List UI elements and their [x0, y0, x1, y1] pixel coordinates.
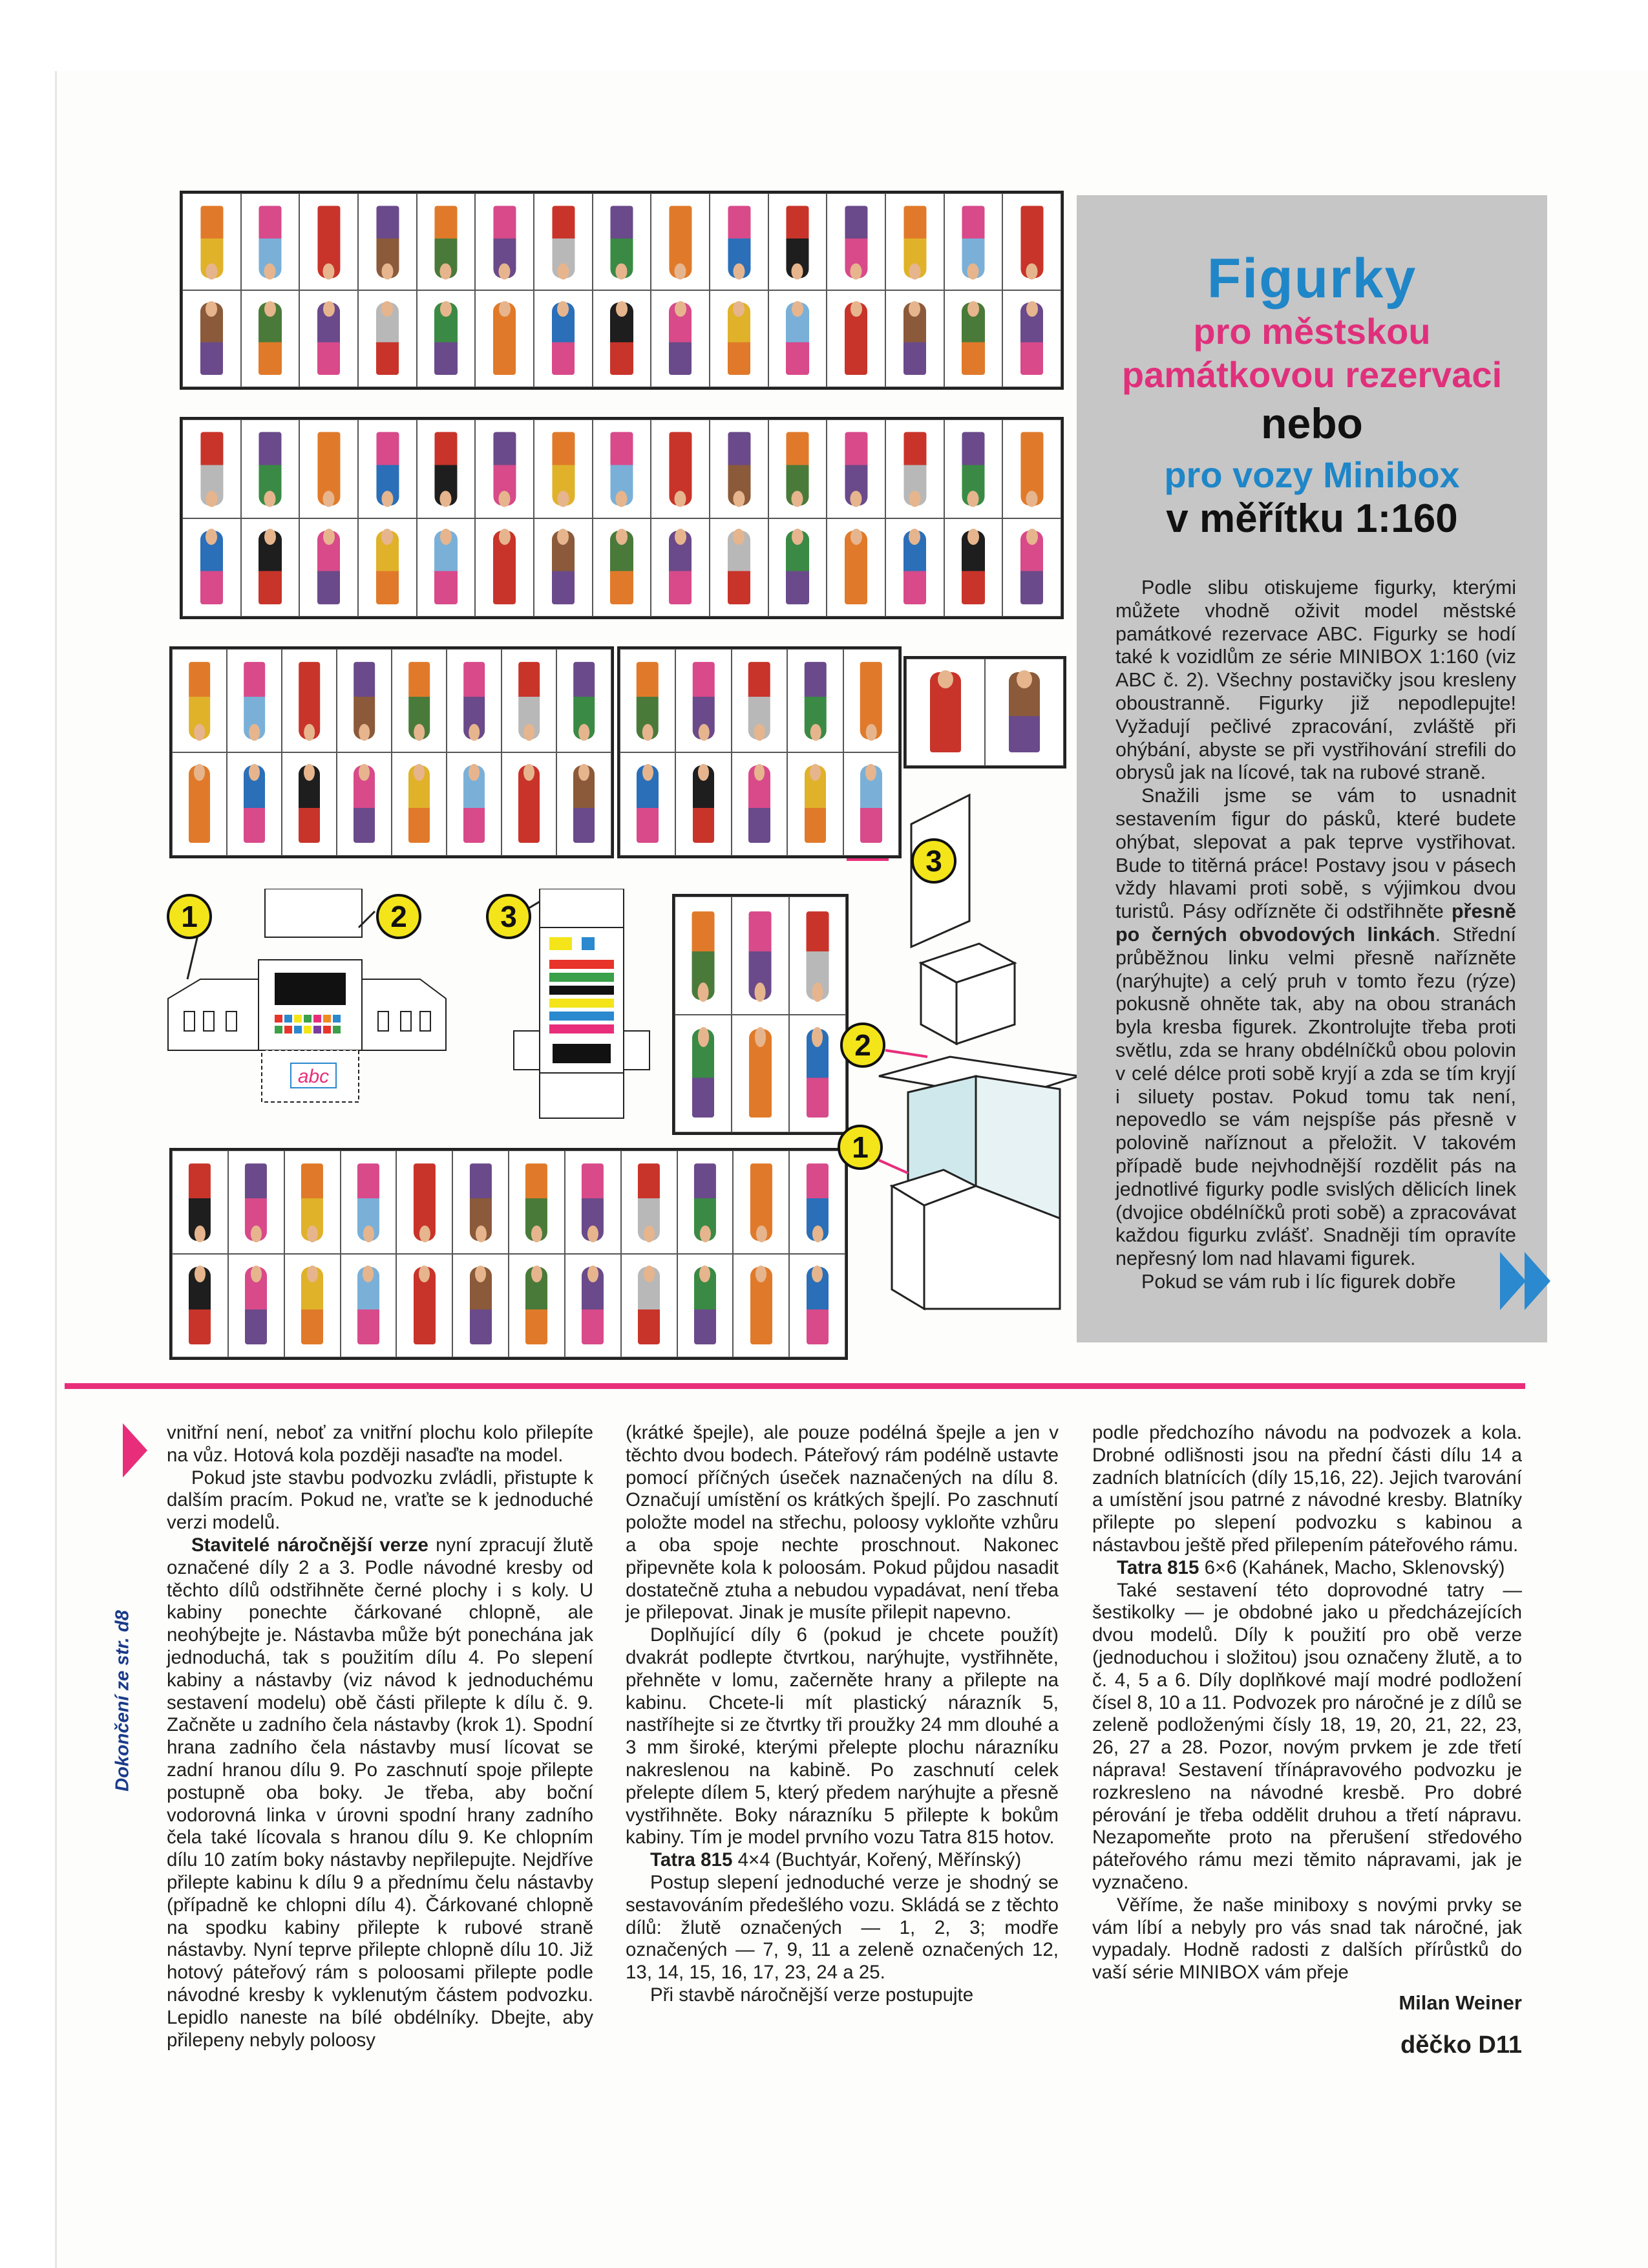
figure-cell: [337, 752, 392, 856]
figure-cell: [299, 419, 358, 518]
figure-cell: [182, 518, 241, 617]
person-figure-icon: [408, 765, 430, 843]
person-figure-icon: [748, 662, 770, 739]
page-number: děčko D11: [1400, 2031, 1522, 2059]
figure-cell: [341, 1150, 397, 1254]
title-line-3: památkovou rezervaci: [1121, 354, 1503, 395]
figure-cell: [172, 1254, 228, 1357]
figure-cell: [172, 1150, 228, 1254]
person-figure-icon: [610, 531, 633, 604]
section-divider: [65, 1383, 1525, 1389]
person-figure-icon: [414, 1163, 436, 1241]
person-figure-icon: [962, 531, 984, 604]
figure-cell: [677, 1254, 734, 1357]
person-figure-icon: [244, 662, 265, 739]
person-figure-icon: [259, 432, 281, 505]
figure-cell: [241, 419, 300, 518]
figure-cell: [1002, 518, 1061, 617]
figure-cell: [358, 419, 417, 518]
figure-cell: [885, 419, 944, 518]
person-figure-icon: [493, 206, 516, 278]
figure-cell: [651, 290, 710, 387]
figure-cell: [651, 518, 710, 617]
person-figure-icon: [376, 432, 399, 505]
person-figure-icon: [434, 206, 457, 278]
person-figure-icon: [749, 911, 772, 1000]
person-figure-icon: [518, 662, 540, 739]
person-figure-icon: [189, 1163, 211, 1241]
figure-cell: [768, 193, 827, 290]
col2-paragraph: Postup slepení jednoduché verze je shodný se sestavováním předešlého vozu. Skládá se z těchto dílů: žlutě označených — 1, 2, 3; modře označených — 7, 9, 11 a zeleně označených 12, 13, 14, 15, 16, 17, 23, 24 a 25.: [626, 1871, 1059, 1984]
figure-cell: [417, 290, 476, 387]
person-figure-icon: [200, 432, 223, 505]
person-figure-icon: [610, 206, 633, 278]
person-figure-icon: [434, 531, 457, 604]
person-figure-icon: [728, 432, 750, 505]
person-figure-icon: [434, 432, 457, 505]
figure-cell: [502, 649, 556, 752]
figure-cell: [768, 290, 827, 387]
continued-from-note: Dokončení ze str. d8: [112, 1610, 133, 1792]
person-figure-icon: [1020, 302, 1043, 375]
person-figure-icon: [259, 531, 281, 604]
person-figure-icon: [903, 432, 926, 505]
person-figure-icon: [1020, 206, 1043, 278]
person-figure-icon: [573, 765, 595, 843]
figure-cell: [417, 419, 476, 518]
person-figure-icon: [693, 662, 715, 739]
figure-cell: [172, 649, 227, 752]
person-figure-icon: [1020, 432, 1043, 505]
person-figure-icon: [728, 302, 750, 375]
title-box: [1077, 195, 1547, 1342]
figure-cell: [620, 649, 675, 752]
figure-cell: [1002, 419, 1061, 518]
figure-cell: [556, 649, 611, 752]
person-figure-icon: [845, 206, 867, 278]
figure-cell: [475, 193, 534, 290]
person-figure-icon: [582, 1163, 604, 1241]
person-figure-icon: [694, 1163, 716, 1241]
title-main: Figurky: [1207, 248, 1417, 310]
person-figure-icon: [200, 302, 223, 375]
text-column-2: [626, 1422, 1059, 2007]
person-figure-icon: [903, 302, 926, 375]
figure-cell: [675, 649, 731, 752]
figure-cell: [768, 419, 827, 518]
person-figure-icon: [200, 531, 223, 604]
figure-cell: [227, 752, 282, 856]
figure-cell: [675, 752, 731, 856]
person-figure-icon: [728, 206, 750, 278]
box-assembly-diagram: [847, 792, 1105, 1328]
figure-cell: [299, 518, 358, 617]
person-figure-icon: [786, 302, 808, 375]
figure-cell: [182, 290, 241, 387]
person-figure-icon: [610, 302, 633, 375]
figure-cell: [944, 193, 1003, 290]
col3-paragraph: podle předchozího návodu na podvozek a kola. Drobné odlišnosti jsou na přední části dílu 14 a zadních blatnících (díly 15,16, 22). Jejich tvarování a umístění jsou patrné z návodné kresby. Blatníky přilepte po slepení podvozku s kabinou a nástavbou ještě před přilepením páteřového rámu.: [1092, 1422, 1522, 1556]
figure-cell: [241, 290, 300, 387]
figure-cell: [621, 1150, 677, 1254]
person-figure-icon: [493, 531, 516, 604]
figure-cell: [1002, 290, 1061, 387]
figure-cell: [593, 290, 651, 387]
part-number-badge-3: 3: [911, 838, 956, 884]
author-name: Milan Weiner: [1399, 1991, 1522, 2014]
text-column-3: [1092, 1422, 1522, 2057]
person-figure-icon: [786, 206, 808, 278]
person-figure-icon: [669, 531, 692, 604]
figure-cell: [675, 1015, 732, 1133]
figure-cell: [885, 290, 944, 387]
abc-logo: abc: [297, 1066, 330, 1087]
figure-cell: [843, 649, 899, 752]
person-figure-icon: [1009, 672, 1040, 753]
figure-cell: [556, 752, 611, 856]
person-figure-icon: [750, 1267, 772, 1344]
person-figure-icon: [463, 765, 485, 843]
title-line-2: pro městskou: [1193, 311, 1431, 352]
person-figure-icon: [582, 1267, 604, 1344]
person-figure-icon: [638, 1267, 660, 1344]
person-figure-icon: [259, 302, 281, 375]
figure-cell: [396, 1254, 452, 1357]
person-figure-icon: [637, 662, 659, 739]
person-figure-icon: [357, 1163, 379, 1241]
figure-cell: [985, 659, 1064, 766]
figure-cell: [827, 193, 885, 290]
title-line-6: v měřítku 1:160: [1166, 496, 1458, 541]
person-figure-icon: [189, 662, 210, 739]
col1-paragraph: Stavitelé náročnější verze nyní zpracují žlutě označené díly 2 a 3. Podle návodné kresby od těchto dílů odstřihněte černé plochy i s koly. U kabiny ponechte čárkované chlopně, ale neohýbejte je. Nástavba může být ponechána jak jednoduchá, tak s použitím dílu 4. Po slepení kabiny a nástavby (viz návod k jednoduchému sestavení modelu) obě části přilepte k dílu č. 9. Začněte u zadního čela nástavby (krok 1). Spodní hrana zadního čela nástavby musí lícovat se zadní hranou dílu 9. Po zaschnutí spoje přilepte postupně oba boky. Je třeba, aby boční vodorovná linka v úrovni spodní hrany zadního čela také lícovala s hranou dílu 9. Ke chlopním dílu 10 zatím boky nástavby nepřilepujte. Nejdříve přilepte kabinu k dílu 9 a přednímu čelu nástavby (případně ke chlopni dílu 4). Čárkované chlopně na spodku kabiny přilepte k rubové straně nástavby. Nyní teprve přilepte chlopně dílu 10. Již hotový páteřový rám s poloosami přilepte podle návodné kresby k vyklenutým částem podvozku. Lepidlo naneste na bílé obdélníky. Dbejte, aby přilepeny nebyly poloosy: [167, 1534, 593, 2051]
part-number-badge-2: 2: [840, 1023, 885, 1068]
figure-cell: [789, 1015, 846, 1133]
person-figure-icon: [860, 662, 882, 739]
figure-cell: [789, 896, 846, 1015]
figure-cell: [710, 419, 768, 518]
person-figure-icon: [693, 765, 715, 843]
figure-cell: [396, 1150, 452, 1254]
figure-cell: [534, 419, 593, 518]
figure-cell: [228, 1254, 284, 1357]
person-figure-icon: [245, 1163, 267, 1241]
col3-heading: Tatra 815 6×6 (Kahánek, Macho, Sklenovský): [1117, 1556, 1505, 1578]
person-figure-icon: [301, 1267, 323, 1344]
figure-cell: [787, 752, 843, 856]
text-column-1: [167, 1422, 593, 2051]
figure-cell: [733, 1254, 789, 1357]
col3-paragraph: Věříme, že naše miniboxy s novými prvky se vám líbí a nebyly pro vás snad tak náročné, jak vypadaly. Hodně radosti z dalších přírůstků do vaší série MINIBOX vám přeje: [1092, 1894, 1522, 1984]
figure-cell: [392, 752, 447, 856]
lead-paragraph-3: Pokud se vám rub i líc figurek dobře: [1141, 1270, 1456, 1293]
lead-paragraph-1: Podle slibu otiskujeme figurky, kterými můžete vhodně oživit model městské památkové rezervace ABC. Figurky se hodí také k vozidlům ze série MINIBOX 1:160 (viz ABC č. 2). Všechny postavičky jsou kresleny oboustranně. Figurky již nepodlepujte! Vyžadují pečlivé zpracování, zvláště při ohýbání, abyste se při vystřihování strefili do obrysů jak na lícové, tak na rubové straně.: [1115, 577, 1516, 784]
figure-cell: [227, 649, 282, 752]
person-figure-icon: [376, 302, 399, 375]
person-figure-icon: [694, 1267, 716, 1344]
continuation-arrow-icon: [123, 1423, 147, 1478]
person-figure-icon: [845, 302, 867, 375]
person-figure-icon: [552, 432, 575, 505]
figure-cell: [241, 193, 300, 290]
figure-cell: [534, 193, 593, 290]
person-figure-icon: [408, 662, 430, 739]
figure-cell: [732, 896, 788, 1015]
figure-cell: [768, 518, 827, 617]
figure-cell: [732, 1015, 788, 1133]
person-figure-icon: [692, 911, 715, 1000]
person-figure-icon: [805, 765, 827, 843]
person-figure-icon: [376, 206, 399, 278]
figure-cell: [299, 193, 358, 290]
figure-cell: [417, 518, 476, 617]
person-figure-icon: [669, 206, 692, 278]
person-figure-icon: [493, 302, 516, 375]
person-figure-icon: [493, 432, 516, 505]
figure-cell: [827, 419, 885, 518]
figure-cell: [447, 752, 502, 856]
figure-cell: [417, 193, 476, 290]
figure-cell: [827, 518, 885, 617]
person-figure-icon: [552, 531, 575, 604]
figure-cell: [565, 1254, 621, 1357]
figure-cell: [337, 649, 392, 752]
person-figure-icon: [962, 302, 984, 375]
person-figure-icon: [807, 1029, 829, 1118]
figure-cell: [241, 518, 300, 617]
title-line-4: nebo: [1261, 399, 1363, 447]
person-figure-icon: [610, 432, 633, 505]
figure-cell: [651, 419, 710, 518]
figure-cell: [475, 518, 534, 617]
figure-cell: [452, 1254, 509, 1357]
person-figure-icon: [750, 1163, 772, 1241]
figure-strip: [169, 1148, 848, 1360]
person-figure-icon: [962, 206, 984, 278]
figure-cell: [282, 649, 337, 752]
figure-cell: [534, 290, 593, 387]
figure-cell: [620, 752, 675, 856]
figure-cell: [651, 193, 710, 290]
figure-cell: [789, 1150, 845, 1254]
person-figure-icon: [903, 531, 926, 604]
person-figure-icon: [463, 662, 485, 739]
person-figure-icon: [807, 1267, 829, 1344]
figure-cell: [906, 659, 985, 766]
figure-cell: [733, 1150, 789, 1254]
figure-cell: [565, 1150, 621, 1254]
person-figure-icon: [376, 531, 399, 604]
figure-cell: [789, 1254, 845, 1357]
person-figure-icon: [518, 765, 540, 843]
figure-cell: [475, 419, 534, 518]
person-figure-icon: [962, 432, 984, 505]
person-figure-icon: [749, 1029, 772, 1118]
person-figure-icon: [259, 206, 281, 278]
person-figure-icon: [357, 1267, 379, 1344]
person-figure-icon: [573, 662, 595, 739]
person-figure-icon: [189, 1267, 211, 1344]
person-figure-icon: [807, 1163, 829, 1241]
person-figure-icon: [245, 1267, 267, 1344]
figure-strip: [180, 417, 1064, 619]
lead-text: [1115, 577, 1516, 1294]
person-figure-icon: [552, 302, 575, 375]
col1-paragraph: Pokud jste stavbu podvozku zvládli, přistupte k dalším pracím. Pokud ne, vraťte se k jednoduché verzi modelů.: [167, 1467, 593, 1534]
col2-paragraph: (krátké špejle), ale pouze podélná špejle a jen v těchto dvou bodech. Páteřový rám podélně ustavte pomocí příčných úseček naznačených na dílu 8. Označují umístění os krátkých špejlí. Po zaschnutí položte model na střechu, poloosy vykloňte vzhůru a oba spoje nechte proschnout. Nakonec připevněte kola k poloosám. Pokud půjdou nasadit dostatečně ztuha a nebudou vypadávat, není třeba je přilepovat. Jinak je musíte přilepit napevno.: [626, 1422, 1059, 1624]
person-figure-icon: [354, 662, 375, 739]
figure-cell: [710, 290, 768, 387]
person-figure-icon: [669, 432, 692, 505]
figure-cell: [282, 752, 337, 856]
figure-cell: [228, 1150, 284, 1254]
person-figure-icon: [669, 302, 692, 375]
figure-strip: [169, 646, 614, 858]
figure-strip-tourists: [903, 656, 1066, 768]
person-figure-icon: [470, 1267, 492, 1344]
part-number-badge-3: 3: [486, 894, 531, 939]
person-figure-icon: [728, 531, 750, 604]
figure-cell: [593, 419, 651, 518]
figure-cell: [509, 1150, 565, 1254]
part-number-badge-1: 1: [838, 1125, 883, 1170]
person-figure-icon: [317, 531, 340, 604]
person-figure-icon: [638, 1163, 660, 1241]
figure-cell: [593, 518, 651, 617]
figure-cell: [732, 649, 787, 752]
figure-cell: [710, 518, 768, 617]
person-figure-icon: [200, 206, 223, 278]
person-figure-icon: [805, 662, 827, 739]
figure-cell: [358, 193, 417, 290]
person-figure-icon: [414, 1267, 436, 1344]
col2-paragraph: Doplňující díly 6 (pokud je chcete použít) dvakrát podlepte čtvrtkou, narýhujte, vystřihněte, přehněte v lomu, začerněte hrany a přilepte na kabinu. Chcete-li mít plastický nárazník 5, nastříhejte si ze čtvrtky tři proužky 24 mm dlouhé a 3 mm široké, kterými přelepte plochu nárazníku nakreslenou na kabině. Po zaschnutí celek přelepte dílem 5, který předem narýhujte a přesně vystřihněte. Boky nárazníku 5 přilepte k bokům kabiny. Tím je model prvního vozu Tatra 815 hotov.: [626, 1624, 1059, 1849]
figure-cell: [447, 649, 502, 752]
figure-strip: [180, 191, 1064, 390]
person-figure-icon: [434, 302, 457, 375]
person-figure-icon: [525, 1267, 547, 1344]
figure-cell: [534, 518, 593, 617]
figure-cell: [732, 752, 787, 856]
figure-cell: [284, 1150, 341, 1254]
person-figure-icon: [845, 432, 867, 505]
col2-heading: Tatra 815 4×4 (Buchtyár, Kořený, Měřínský): [650, 1849, 1022, 1871]
figure-cell: [675, 896, 732, 1015]
figure-cell: [944, 290, 1003, 387]
figure-cell: [182, 193, 241, 290]
figure-cell: [358, 290, 417, 387]
person-figure-icon: [317, 432, 340, 505]
person-figure-icon: [807, 911, 829, 1000]
figure-cell: [502, 752, 556, 856]
figure-cell: [593, 193, 651, 290]
person-figure-icon: [903, 206, 926, 278]
person-figure-icon: [786, 432, 808, 505]
figure-cell: [392, 649, 447, 752]
person-figure-icon: [748, 765, 770, 843]
figure-cell: [358, 518, 417, 617]
figure-cell: [475, 290, 534, 387]
col3-paragraph: Také sestavení této doprovodné tatry — šestikolky — je obdobné jako u předcházejících dvou modelů. Díly k použití pro obě verze (jednoduchou i složitou) jsou označeny žlutě, a to č. 4, 5 a 6. Díly doplňkové mají modré podložení čísel 8, 10 a 11. Podvozek pro náročné je z dílů se zeleně podloženými čísly 18, 19, 20, 21, 22, 23, 26, 27 a 28. Pozor, novým prvkem je zde třetí náprava! Sestavení třínápravového podvozku je rozkresleno na návodné kresbě. Pro dobré pérování je třeba oddělit druhou a třetí nápravu. Nezapomeňte proto na přerušení středového páteřového rámu mezi těmito nápravami, jak je vyznačeno.: [1092, 1579, 1522, 1893]
figure-cell: [827, 290, 885, 387]
person-figure-icon: [552, 206, 575, 278]
figure-cell: [944, 419, 1003, 518]
person-figure-icon: [525, 1163, 547, 1241]
person-figure-icon: [930, 672, 961, 753]
figure-cell: [944, 518, 1003, 617]
person-figure-icon: [299, 662, 320, 739]
person-figure-icon: [845, 531, 867, 604]
person-figure-icon: [317, 302, 340, 375]
person-figure-icon: [786, 531, 808, 604]
lead-paragraph-2: Snažili jsme se vám to usnadnit sestavením figur do pásků, které budete ohýbat, slepovat a pak teprve vystřihovat. Bude to titěrná práce! Postavy jsou v pásech vždy hlavami proti sobě, s výjimkou dvou turistů. Pásy odřízněte či odstřihněte přesně po černých obvodových linkách. Střední průběžnou linku velmi přesně nařízněte (narýhujte) a celý pruh v tomto řezu (rýze) pokusně ohněte tak, aby na obou stranách byla kresba figurek. Zkontrolujte třeba proti světlu, zda se hrany obdélníčků obou polovin v celé délce proti sobě kryjí a zda se tím kryjí i siluety postav. Pokud tomu tak není, nepovedlo se vám nejspíše pás přesně v polovině naříznout a přeložit. V takovém případě bude nejvhodnější rozdělit pás na jednotlivé figurky podle svislých dělicích linek (dvojice obdélníčků proti sobě) a zpracovávat každou figurku zvlášť. Snadněji tím opravíte nepřesný lom nad hlavami figurek.: [1115, 785, 1516, 1270]
person-figure-icon: [692, 1029, 715, 1118]
part-number-badge-2: 2: [376, 894, 421, 939]
figure-cell: [341, 1254, 397, 1357]
figure-cell: [452, 1150, 509, 1254]
figure-cell: [677, 1150, 734, 1254]
figure-cell: [172, 752, 227, 856]
col1-paragraph: vnitřní není, neboť za vnitřní plochu kolo přilepíte na vůz. Hotová kola později nasaďte na model.: [167, 1422, 593, 1466]
figure-strip: [672, 894, 849, 1135]
figure-cell: [621, 1254, 677, 1357]
person-figure-icon: [317, 206, 340, 278]
figure-cell: [509, 1254, 565, 1357]
figure-cell: [885, 518, 944, 617]
title-line-5: pro vozy Minibox: [1164, 454, 1460, 495]
person-figure-icon: [189, 765, 210, 843]
figure-cell: [182, 419, 241, 518]
person-figure-icon: [354, 765, 375, 843]
figure-cell: [284, 1254, 341, 1357]
figure-cell: [787, 649, 843, 752]
person-figure-icon: [637, 765, 659, 843]
person-figure-icon: [301, 1163, 323, 1241]
person-figure-icon: [299, 765, 320, 843]
figure-cell: [885, 193, 944, 290]
person-figure-icon: [244, 765, 265, 843]
person-figure-icon: [1020, 531, 1043, 604]
person-figure-icon: [470, 1163, 492, 1241]
col2-paragraph: Při stavbě náročnější verze postupujte: [650, 1984, 974, 2006]
part-number-badge-1: 1: [167, 894, 212, 939]
figure-cell: [710, 193, 768, 290]
figure-cell: [299, 290, 358, 387]
figure-cell: [1002, 193, 1061, 290]
